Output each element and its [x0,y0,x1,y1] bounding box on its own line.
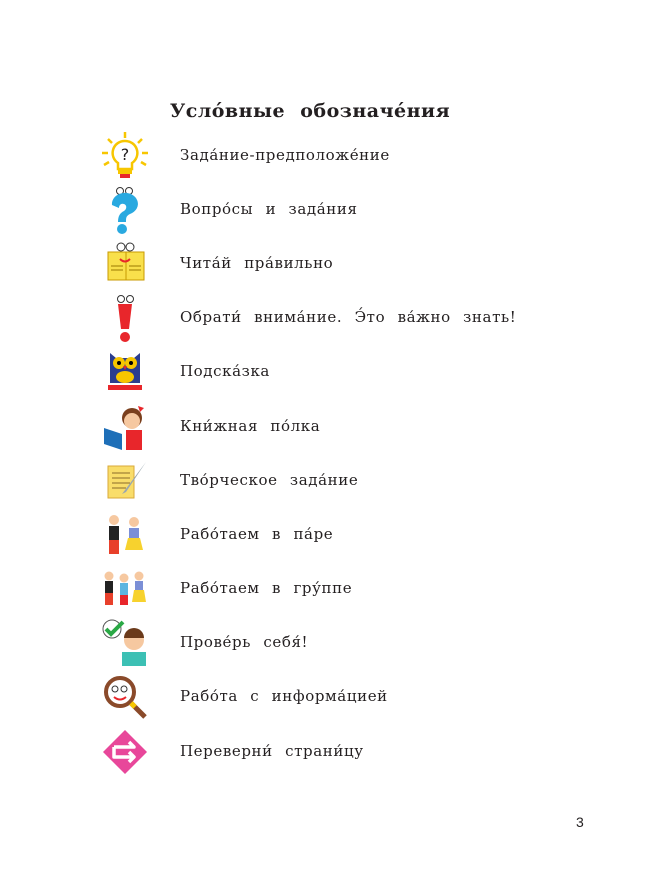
pair-children-icon [100,510,150,560]
legend-item [96,616,596,670]
legend-label: Кни́жная по́лка [180,417,321,435]
legend-label: Рабо́таем в па́ре [180,525,334,543]
legend-label: Переверни́ страни́цу [180,742,364,760]
legend-item [96,508,596,562]
legend-item [96,129,596,183]
legend-label: Чита́й пра́вильно [180,254,334,272]
legend-label: Зада́ние-предположе́ние [180,146,390,164]
legend-item [96,454,596,508]
legend-label: Вопро́сы и зада́ния [180,200,358,218]
legend-item [96,183,596,237]
svg-text:?: ? [120,145,130,164]
scroll-quill-icon [100,456,150,506]
legend-label: Рабо́та с информа́цией [180,687,388,705]
legend-item [96,237,596,291]
legend-label: Обрати́ внима́ние. Э́то ва́жно знать! [180,308,517,326]
legend-label: Рабо́таем в гру́ппе [180,579,353,597]
legend-label: Тво́рческое зада́ние [180,471,359,489]
magnifier-character-icon [100,672,150,722]
group-children-icon [100,564,150,614]
question-mark-character-icon [100,185,150,235]
legend-item [96,345,596,399]
page-title: Усло́вные обозначе́ния [169,100,451,122]
reading-book-icon [100,239,150,289]
page-number: 3 [576,814,584,830]
legend-item [96,291,596,345]
legend-label: Прове́рь себя́! [180,633,309,651]
girl-reading-icon [100,402,150,452]
exclamation-mark-character-icon [100,293,150,343]
owl-icon [100,347,150,397]
legend-item [96,725,596,779]
legend-item [96,562,596,616]
legend-item [96,670,596,724]
turn-page-arrow-icon[interactable] [100,727,150,777]
legend-label: Подска́зка [180,362,270,380]
legend-item [96,400,596,454]
boy-checkmark-icon [100,618,150,668]
lightbulb-question-icon [100,131,150,181]
